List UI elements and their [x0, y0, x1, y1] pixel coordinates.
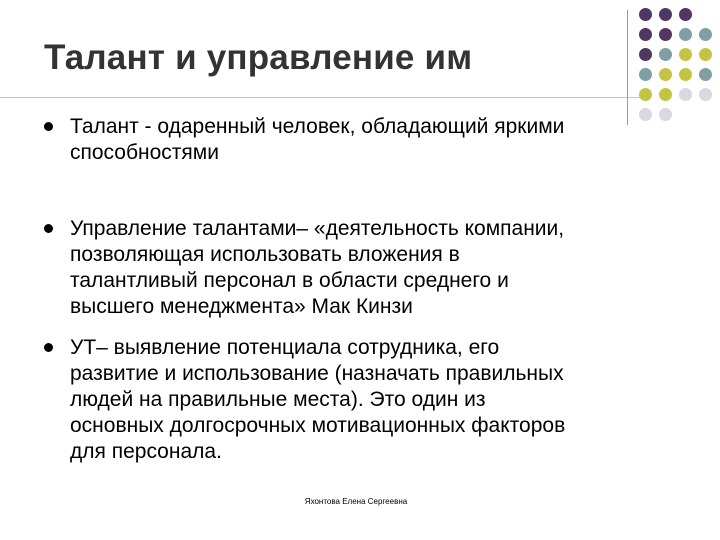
bullet-dot-icon	[44, 224, 53, 233]
decorative-dot	[659, 28, 672, 41]
decorative-dot	[679, 88, 692, 101]
decorative-dot	[679, 28, 692, 41]
title-divider	[0, 97, 640, 98]
decorative-dot	[659, 88, 672, 101]
decorative-dot	[699, 88, 712, 101]
decorative-dot	[639, 68, 652, 81]
decorative-dot-grid	[639, 8, 720, 128]
decorative-dot	[679, 48, 692, 61]
decorative-dot	[699, 48, 712, 61]
decorative-dot	[639, 48, 652, 61]
slide-title: Талант и управление им	[44, 38, 473, 77]
decorative-dot	[659, 8, 672, 21]
decorative-dot	[679, 68, 692, 81]
footer-author: Яхонтова Елена Сергеевна	[304, 497, 408, 506]
decorative-dot	[639, 88, 652, 101]
decorative-dot	[639, 28, 652, 41]
decorative-dot	[699, 68, 712, 81]
bullet-text: Управление талантами– «деятельность компании, позволяющая использовать вложения в талантливый персонал в области среднего и высшего менеджмента» Мак Кинзи	[70, 217, 565, 318]
decorative-dot	[659, 48, 672, 61]
decorative-dot	[699, 28, 712, 41]
vertical-divider	[627, 10, 628, 125]
bullet-text: Талант - одаренный человек, обладающий яркими способностями	[70, 115, 565, 164]
decorative-dot	[639, 8, 652, 21]
decorative-dot	[659, 68, 672, 81]
bullet-dot-icon	[44, 122, 53, 131]
bullet-text: УТ– выявление потенциала сотрудника, его развитие и использование (назначать правильных людей на правильные места). Это один из основных долгосрочных мотивационных факторов для персонала.	[70, 336, 566, 463]
decorative-dot	[679, 8, 692, 21]
bullet-dot-icon	[44, 343, 53, 352]
